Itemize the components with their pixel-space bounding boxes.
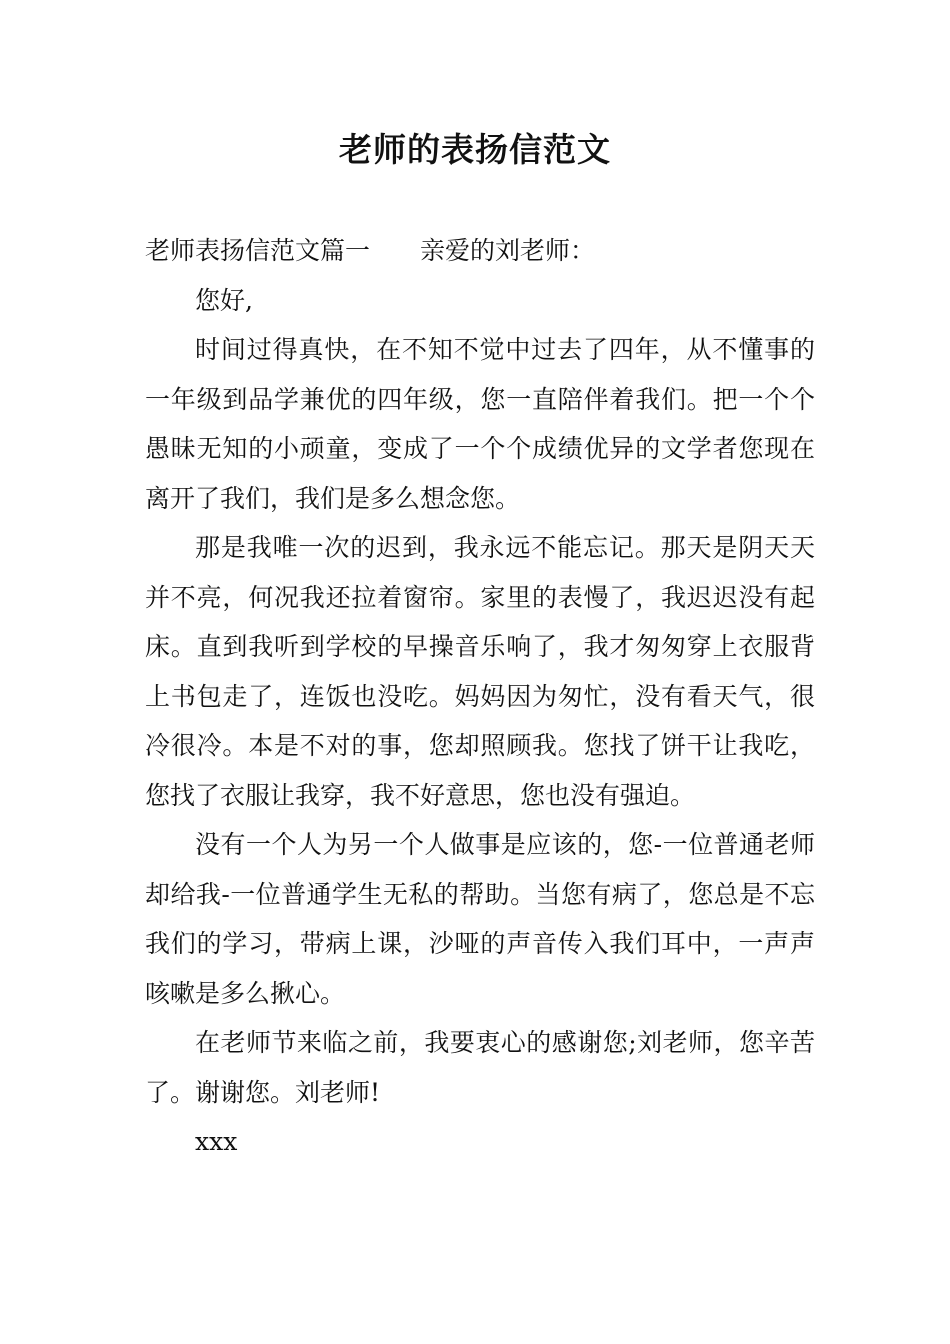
- paragraph-3: 没有一个人为另一个人做事是应该的，您-一位普通老师却给我-一位普通学生无私的帮助。当您有病了，您总是不忘我们的学习，带病上课，沙哑的声音传入我们耳中，一声声咳嗽是多么揪心。: [145, 830, 815, 1008]
- heading-line: [145, 226, 815, 276]
- paragraph-4: 在老师节来临之前，我要衷心的感谢您;刘老师，您辛苦了。谢谢您。刘老师!: [145, 1028, 815, 1107]
- paragraph-2: 那是我唯一次的迟到，我永远不能忘记。那天是阴天天并不亮，何况我还拉着窗帘。家里的表慢了，我迟迟没有起床。直到我听到学校的早操音乐响了，我才匆匆穿上衣服背上书包走了，连饭也没吃。妈妈因为匆忙，没有看天气，很冷很冷。本是不对的事，您却照顾我。您找了饼干让我吃，您找了衣服让我穿，我不好意思，您也没有强迫。: [145, 533, 815, 810]
- document-title: 老师的表扬信范文: [339, 130, 611, 169]
- signature: xxx: [195, 1127, 238, 1156]
- greeting: 您好,: [195, 285, 253, 315]
- salutation: 亲爱的刘老师：: [420, 236, 596, 265]
- document-body: [145, 226, 815, 1167]
- section-label: 老师表扬信范文篇一: [145, 236, 371, 265]
- paragraph-1: 时间过得真快，在不知不觉中过去了四年，从不懂事的一年级到品学兼优的四年级，您一直陪伴着我们。把一个个愚昧无知的小顽童，变成了一个个成绩优异的文学者您现在离开了我们，我们是多么想念您。: [145, 335, 815, 513]
